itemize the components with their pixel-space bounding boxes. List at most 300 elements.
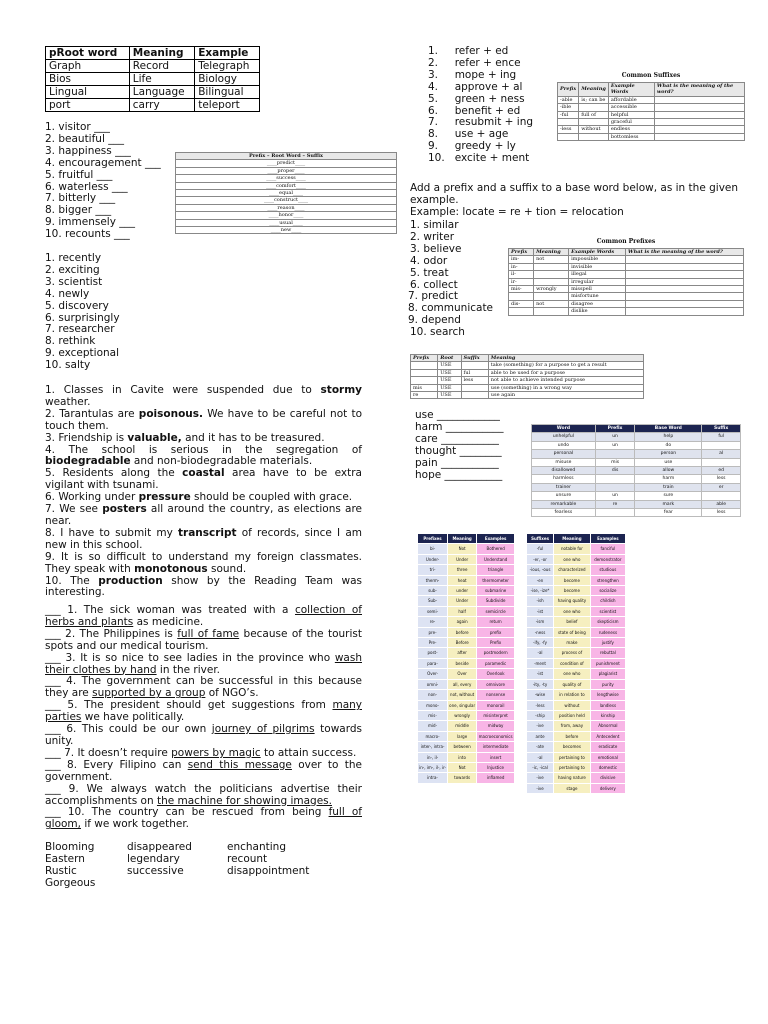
table-cell: domestic — [590, 762, 625, 772]
table-cell: -ive — [527, 773, 554, 783]
list-item: 10. recounts ___ — [45, 228, 130, 241]
table-row — [558, 133, 745, 140]
table-cell: state of being — [554, 627, 591, 637]
table-row — [176, 212, 397, 219]
sentence-text: ___ 9. We always watch the politicians advertise their accomplishments on — [45, 782, 362, 807]
table-row — [418, 752, 515, 762]
table-cell: rebuttal — [590, 648, 625, 658]
bold-word: production — [98, 574, 163, 587]
table-cell: person — [635, 450, 702, 458]
table-cell: -ise, -ize* — [527, 586, 554, 596]
table-cell: -wise — [527, 690, 554, 700]
table-cell: able — [702, 500, 741, 508]
table-row — [558, 111, 745, 118]
table-row — [527, 762, 626, 772]
table-cell: mono- — [418, 700, 448, 710]
table-cell: heat — [448, 575, 477, 585]
sentence — [45, 445, 362, 469]
table-cell: help — [635, 433, 702, 441]
table-cell: one, singular — [448, 700, 477, 710]
table-cell: Pre- — [418, 638, 448, 648]
sentence-text: of records, since I am new in this school. — [45, 526, 362, 551]
instruction-text: Add a prefix and a suffix to a base word below, as in the given example. — [410, 182, 739, 206]
table-cell: less — [461, 377, 488, 384]
table-cell: il- — [509, 271, 534, 278]
table-cell: macro- — [418, 731, 448, 741]
table-cell: Record — [129, 60, 194, 73]
sentence-text: we have politically. — [81, 711, 185, 724]
list-item: 2. exciting — [45, 263, 100, 276]
list-item: 1. refer + ed — [428, 45, 509, 57]
table-header: Prefix — [558, 83, 579, 97]
sentence-text: and it has to be treasured. — [181, 431, 325, 444]
sentence — [45, 528, 362, 552]
context-sentence — [45, 784, 362, 808]
table-cell: postmodern — [477, 648, 515, 658]
table-row — [527, 627, 626, 637]
table-cell: before — [554, 731, 591, 741]
word-bank-word: Eastern — [45, 852, 85, 865]
list-item: 10. salty — [45, 359, 91, 372]
table-row — [527, 669, 626, 679]
table-cell: Life — [129, 73, 194, 86]
underlined-phrase: journey of pilgrims — [211, 723, 315, 736]
table-cell: sure — [635, 492, 702, 500]
table-header: Suffix — [702, 425, 741, 433]
table-header: Meaning — [448, 534, 477, 544]
table-cell: become — [554, 575, 591, 585]
table-cell: Under — [448, 554, 477, 564]
table-cell — [534, 308, 569, 315]
list-item: 7. predict — [408, 290, 459, 303]
table-cell: para- — [418, 658, 448, 668]
table-row — [532, 458, 741, 466]
table-cell: intra- — [418, 773, 448, 783]
table-row — [176, 219, 397, 226]
table-cell: again — [448, 617, 477, 627]
table-cell: between — [448, 742, 477, 752]
table-cell: semicircle — [477, 606, 515, 616]
table-cell: purity — [590, 679, 625, 689]
context-clue-sentences — [45, 605, 362, 831]
table-cell: disallowed — [532, 467, 596, 475]
sentence-text: 5. Residents along the — [45, 467, 183, 480]
table-header: Meaning — [534, 249, 569, 256]
table-row — [527, 690, 626, 700]
table-row — [509, 271, 744, 278]
table-cell: bottomless — [608, 133, 654, 140]
table-row — [46, 60, 260, 73]
table-header: Prefix — [509, 249, 534, 256]
sentence-text: and non-biodegradable materials. — [130, 455, 313, 468]
list-item: 9. greedy + ly — [428, 140, 516, 153]
sentence-text: 7. We see — [45, 503, 103, 516]
table-header: Example Words — [569, 249, 626, 256]
table-cell: allow — [635, 467, 702, 475]
table-cell: Abnormal — [590, 721, 625, 731]
underlined-phrase: supported by a group — [92, 687, 206, 700]
context-sentence — [45, 807, 362, 831]
table-row — [527, 773, 626, 783]
underlined-phrase: the machine for showing images. — [156, 794, 332, 807]
table-cell: Bilingual — [195, 86, 260, 99]
suffix-examples-table — [526, 533, 626, 794]
table-row — [509, 300, 744, 307]
table-cell: monorail — [477, 700, 515, 710]
sentence — [45, 385, 362, 409]
table-row — [46, 73, 260, 86]
table-cell: ir- — [509, 278, 534, 285]
table-cell: Not — [448, 544, 477, 554]
underlined-phrase: send this message — [187, 758, 292, 771]
table-row — [558, 119, 745, 126]
table-cell — [595, 450, 635, 458]
table-cell: able to be used for a purpose — [488, 369, 643, 376]
sentence-text: ___ 5. The president should get suggestions from — [45, 699, 333, 712]
table-cell: dis- — [509, 300, 534, 307]
table-cell: Overlook — [477, 669, 515, 679]
table-row — [527, 617, 626, 627]
sentence-text: weather. — [45, 395, 91, 408]
table-cell: stage — [554, 783, 591, 793]
table-cell: un — [595, 492, 635, 500]
table-cell: illegal — [569, 271, 626, 278]
table-cell: not — [534, 256, 569, 263]
sentence-text: ___ 4. The government can be successful in this because they are — [45, 675, 362, 700]
table-cell: pre- — [418, 627, 448, 637]
table-cell: non- — [418, 690, 448, 700]
table-cell: ____comfort____ — [176, 182, 397, 189]
table-cell: Bios — [46, 73, 130, 86]
sentence — [45, 552, 362, 576]
table-cell: pertaining to — [554, 762, 591, 772]
context-sentence — [45, 653, 362, 677]
word-bank-row — [45, 866, 345, 878]
table-cell: -ive — [527, 721, 554, 731]
table-cell: having nature — [554, 773, 591, 783]
table-cell: strengthen — [590, 575, 625, 585]
table-cell: omnivore — [477, 679, 515, 689]
list-item: 2. writer — [410, 230, 455, 243]
table-cell: use again — [488, 392, 643, 399]
list-item: 3. happiness ___ — [45, 144, 131, 157]
sentence-text: ___ 8. Every Filipino can — [45, 758, 188, 771]
table-cell: ful — [702, 433, 741, 441]
table-cell: re — [595, 500, 635, 508]
table-cell: beside — [448, 658, 477, 668]
table-cell: notable for — [554, 544, 591, 554]
context-sentence — [45, 760, 362, 784]
table-cell — [625, 256, 743, 263]
table-cell: rudeness — [590, 627, 625, 637]
table-cell: thermometer — [477, 575, 515, 585]
bold-word: transcript — [178, 526, 237, 539]
use-root-table — [410, 354, 644, 399]
table-cell: divisive — [590, 773, 625, 783]
table-row — [418, 658, 515, 668]
table-cell: ____usual____ — [176, 219, 397, 226]
table-header: Word — [532, 425, 596, 433]
table-cell: al — [702, 450, 741, 458]
sentence-text: 4. The school is serious in the segregation of — [45, 443, 362, 456]
table-cell: trainer — [532, 483, 596, 491]
table-cell: plagiarist — [590, 669, 625, 679]
table-row — [418, 762, 515, 772]
suffix-exercise-list — [45, 122, 161, 241]
sentence-text: over to the government. — [45, 758, 363, 783]
table-row — [532, 441, 741, 449]
table-cell: irregular — [569, 278, 626, 285]
table-row — [418, 700, 515, 710]
table-cell: ante — [527, 731, 554, 741]
table-cell: unhelpful — [532, 433, 596, 441]
table-row — [532, 450, 741, 458]
base-word-list — [408, 220, 493, 339]
context-sentence — [45, 605, 362, 629]
table-cell: becomes — [554, 742, 591, 752]
table-cell: -ic, -ical — [527, 762, 554, 772]
table-cell — [579, 119, 609, 126]
table-cell: socialize — [590, 586, 625, 596]
table-cell: nonsense — [477, 690, 515, 700]
sentence-text: 10. The — [45, 574, 99, 587]
table-header: Example — [195, 47, 260, 60]
sentence-text: should be coupled with grace. — [190, 491, 353, 504]
table-cell: quality of — [554, 679, 591, 689]
table-cell — [625, 271, 743, 278]
word-bank-word: Rustic — [45, 864, 77, 877]
table-header: Meaning — [579, 83, 609, 97]
table-row — [418, 565, 515, 575]
sentence-text: as medicine. — [133, 615, 204, 628]
table-cell: mis- — [418, 710, 448, 720]
table-row — [411, 362, 644, 369]
table-cell: -less — [527, 700, 554, 710]
list-item: 6. benefit + ed — [428, 104, 521, 117]
table-cell: prefix — [477, 627, 515, 637]
sentence-text: 6. Working under — [45, 491, 139, 504]
table-row — [527, 638, 626, 648]
table-cell — [625, 263, 743, 270]
table-cell: do — [635, 441, 702, 449]
table-cell: helpful — [608, 111, 654, 118]
table-cell: USE — [438, 362, 461, 369]
table-row — [418, 679, 515, 689]
word-bank-word: legendary — [127, 852, 180, 865]
word-breakdown-table — [531, 424, 741, 517]
table-row — [46, 99, 260, 112]
table-cell: under — [448, 586, 477, 596]
table-cell: mis — [595, 458, 635, 466]
table-cell: not, without — [448, 690, 477, 700]
table-row — [527, 679, 626, 689]
table-cell: before — [448, 627, 477, 637]
sentence-text: ___ 3. It is so nice to see ladies in the province who — [45, 651, 335, 664]
table-cell: justify — [590, 638, 625, 648]
table-cell: accessible — [608, 104, 654, 111]
table-cell: graceful — [608, 119, 654, 126]
table-cell: remarkable — [532, 500, 596, 508]
table-cell: skepticism — [590, 617, 625, 627]
table-cell: ful — [461, 369, 488, 376]
table-header: Meaning — [488, 355, 643, 362]
table-cell: ____reason____ — [176, 204, 397, 211]
table-cell: Over — [448, 669, 477, 679]
table-cell — [654, 111, 744, 118]
sentence-text: ___ 2. The Philippines is — [45, 627, 178, 640]
table-cell: inflamed — [477, 773, 515, 783]
table-header: Suffixes — [527, 534, 554, 544]
table-cell — [461, 362, 488, 369]
table-row — [509, 278, 744, 285]
table-cell — [534, 263, 569, 270]
table-row — [418, 606, 515, 616]
sentence-text: towards unity. — [45, 723, 363, 747]
list-item: 6. waterless ___ — [45, 180, 128, 193]
table-row — [418, 554, 515, 564]
table-cell — [625, 308, 743, 315]
table-cell: misfortune — [569, 293, 626, 300]
sentence-text: 1. Classes in Cavite were suspended due to — [45, 384, 321, 396]
table-cell: fanciful — [590, 544, 625, 554]
table-cell: ____success____ — [176, 175, 397, 182]
table-row — [527, 596, 626, 606]
list-item: 10. excite + ment — [428, 152, 530, 165]
list-item: use ____________ — [415, 409, 500, 421]
table-cell: -ious, -ous — [527, 565, 554, 575]
table-cell: punishment — [590, 658, 625, 668]
context-sentence — [45, 724, 362, 748]
table-header: Meaning — [554, 534, 591, 544]
sentence-text: of NGO’s. — [205, 687, 259, 700]
table-cell — [702, 441, 741, 449]
table-cell: Language — [129, 86, 194, 99]
table-cell: Biology — [195, 73, 260, 86]
list-item: 6. collect — [410, 278, 458, 291]
table-cell — [654, 126, 744, 133]
table-cell: wrongly — [448, 710, 477, 720]
word-bank-row — [45, 842, 345, 854]
table-cell: inter-, intra- — [418, 742, 448, 752]
table-cell: -less — [558, 126, 579, 133]
table-row — [532, 467, 741, 475]
table-row — [418, 648, 515, 658]
table-row — [418, 731, 515, 741]
table-cell: USE — [438, 392, 461, 399]
table-cell: undo — [532, 441, 596, 449]
table-cell: un — [595, 441, 635, 449]
table-cell: paramedic — [477, 658, 515, 668]
table-cell: -er, -or — [527, 554, 554, 564]
table-cell — [534, 271, 569, 278]
table-cell: pertaining to — [554, 752, 591, 762]
table-header: Meaning — [129, 47, 194, 60]
table-cell — [558, 133, 579, 140]
table-cell: make — [554, 638, 591, 648]
table-header: What is the meaning of the word? — [625, 249, 743, 256]
underlined-phrase: collection of herbs and plants — [45, 604, 362, 628]
table-cell: misuse — [532, 458, 596, 466]
table-row — [527, 575, 626, 585]
word-bank-word: enchanting — [227, 841, 286, 853]
list-item: 4. encouragement ___ — [45, 156, 161, 169]
table-cell: sub- — [418, 586, 448, 596]
table-cell: less — [702, 475, 741, 483]
table-cell: full of — [579, 111, 609, 118]
table-cell: -ate — [527, 742, 554, 752]
table-cell: Before — [448, 638, 477, 648]
table-cell: large — [448, 731, 477, 741]
common-suffixes-table — [557, 72, 745, 141]
table-cell: one who — [554, 606, 591, 616]
table-cell: endless — [608, 126, 654, 133]
table-cell: Prefix — [477, 638, 515, 648]
list-item: 8. rethink — [45, 335, 96, 348]
sentence-text: 8. I have to submit my — [45, 526, 179, 539]
table-cell — [411, 377, 438, 384]
table-cell: semi- — [418, 606, 448, 616]
list-item: 7. resubmit + ing — [428, 116, 534, 129]
table-cell — [702, 458, 741, 466]
table-row — [527, 752, 626, 762]
sentence-text: sound. — [207, 562, 247, 575]
sentence-text: ___ 6. This could be our own — [45, 723, 212, 736]
list-item: 9. depend — [408, 314, 461, 327]
table-row — [176, 227, 397, 234]
root-blank-list — [415, 410, 504, 481]
sentence-text: 2. Tarantulas are — [45, 407, 139, 420]
list-item: 2. refer + ence — [428, 56, 521, 69]
table-cell: Understand — [477, 554, 515, 564]
table-cell: USE — [438, 377, 461, 384]
common-prefixes-table — [508, 238, 744, 316]
table-row — [558, 126, 745, 133]
table-cell: Lingual — [46, 86, 130, 99]
bold-word: poisonous. — [138, 407, 203, 420]
table-header: Prefix — [595, 425, 635, 433]
list-item: 8. use + age — [428, 128, 509, 141]
table-cell: -ity, -ty — [527, 679, 554, 689]
table-cell: dis — [595, 467, 635, 475]
table-cell: Not — [448, 762, 477, 772]
sentence — [45, 468, 362, 492]
table-row — [418, 586, 515, 596]
table-row — [532, 492, 741, 500]
word-bank-word: recount — [227, 852, 268, 865]
word-bank-row — [45, 878, 345, 890]
table-header: Examples — [590, 534, 625, 544]
sentence-text: to attain success. — [260, 746, 357, 759]
list-item: 3. mope + ing — [428, 68, 517, 81]
prefix-root-suffix-table — [175, 152, 397, 234]
bold-word: posters — [102, 503, 147, 516]
list-item: 7. bitterly ___ — [45, 192, 116, 205]
table-cell: submarine — [477, 586, 515, 596]
table-cell: in relation to — [554, 690, 591, 700]
table-row — [532, 483, 741, 491]
table-cell: return — [477, 617, 515, 627]
table-row — [418, 669, 515, 679]
table-row — [532, 509, 741, 517]
table-cell: tri- — [418, 565, 448, 575]
table-cell: having quality — [554, 596, 591, 606]
table-cell: Bothered — [477, 544, 515, 554]
table-cell: USE — [438, 369, 461, 376]
table-cell: disagree — [569, 300, 626, 307]
table-cell — [411, 369, 438, 376]
table-row — [532, 500, 741, 508]
table-cell: fear — [635, 509, 702, 517]
